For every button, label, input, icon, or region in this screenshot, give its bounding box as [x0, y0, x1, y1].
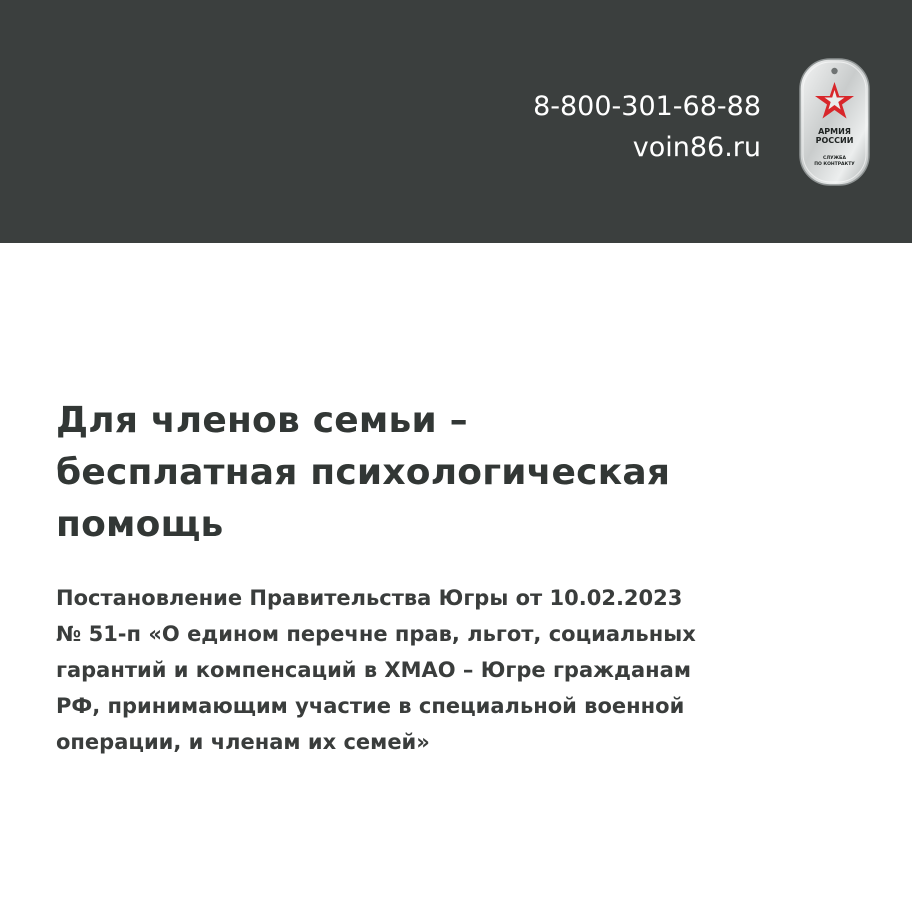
- badge-text-1: АРМИЯ: [818, 127, 851, 136]
- title-line: помощь: [56, 504, 224, 545]
- description-line: гарантий и компенсаций в ХМАО – Югре гражданам: [56, 658, 691, 682]
- description-line: № 51-п «О едином перечне прав, льгот, социальных: [56, 622, 696, 646]
- decree-description: [56, 580, 876, 760]
- title-line: бесплатная психологическая: [56, 452, 671, 493]
- badge-text-4: ПО КОНТРАКТУ: [814, 162, 855, 167]
- phone-number[interactable]: 8-800-301-68-88: [533, 91, 761, 122]
- website-link[interactable]: voin86.ru: [632, 132, 761, 163]
- badge-text-3: СЛУЖБА: [823, 156, 846, 161]
- description-line: операции, и членам их семей»: [56, 730, 430, 754]
- contacts-block: [533, 86, 761, 168]
- title-line: Для членов семьи –: [56, 400, 468, 441]
- badge-text-2: РОССИИ: [815, 136, 854, 145]
- page-title: [56, 395, 876, 551]
- description-line: РФ, принимающим участие в специальной военной: [56, 694, 685, 718]
- header-banner: [0, 0, 912, 243]
- description-line: Постановление Правительства Югры от 10.02.2023: [56, 586, 683, 610]
- army-russia-badge-icon: [799, 58, 870, 186]
